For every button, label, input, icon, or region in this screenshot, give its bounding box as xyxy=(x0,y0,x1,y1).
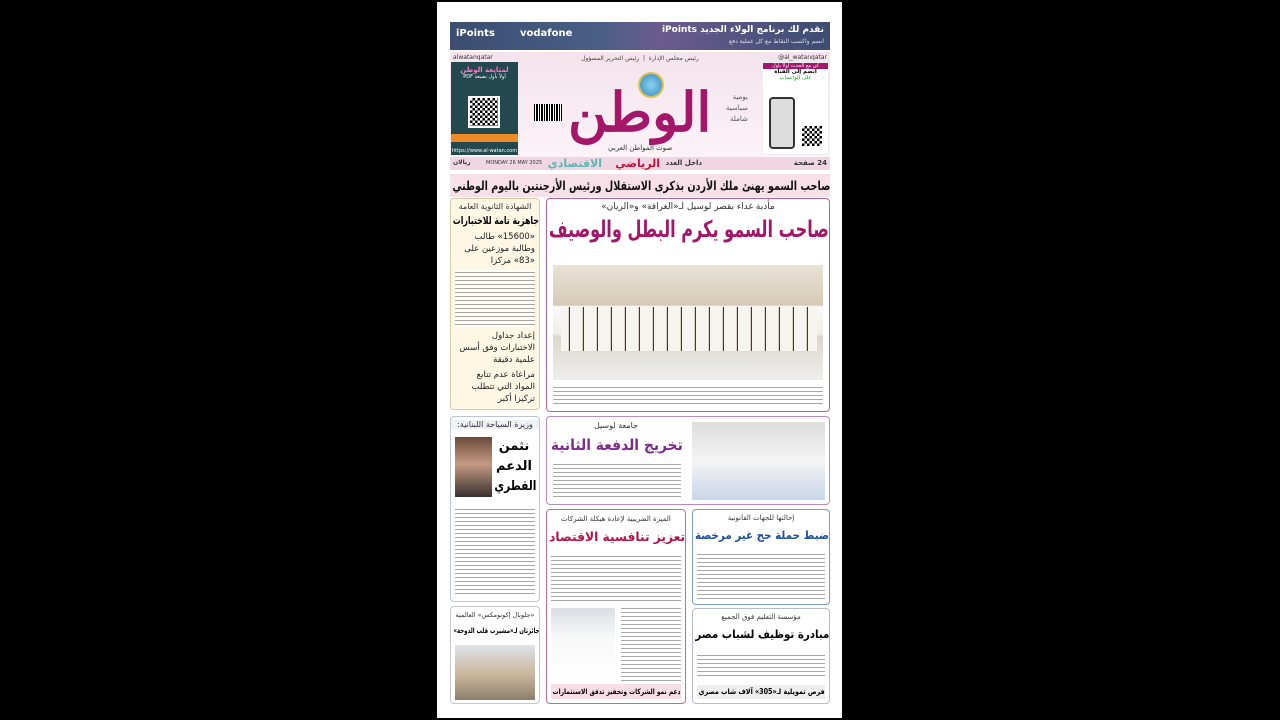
whatsapp-promo-title-text: كن مع الحدث أولاً بأول xyxy=(772,63,819,69)
whatsapp-promo-text-text: انضم إلى القناة xyxy=(774,69,817,75)
hajj-body xyxy=(697,552,825,600)
lusail-headline-text: تخريج الدفعة الثانية xyxy=(551,436,683,454)
masthead xyxy=(450,52,830,157)
award-headline xyxy=(451,626,539,635)
egypt-headline xyxy=(693,627,829,642)
pdf-promo[interactable] xyxy=(451,62,518,155)
exams-kicker-text: الشهادة الثانوية العامة xyxy=(458,202,532,211)
headline-line-text: القطري xyxy=(494,479,536,494)
promo-orange-strip xyxy=(451,134,518,142)
hajj-story[interactable] xyxy=(692,509,830,605)
tax-headline xyxy=(547,529,685,545)
hajj-headline xyxy=(693,528,829,543)
group-photo-people xyxy=(561,307,817,351)
x-handle: @al_watanqatar xyxy=(778,54,827,61)
headline-line-text: الدعم xyxy=(496,459,532,474)
issue-date: MONDAY 26 MAY 2025 xyxy=(486,160,543,166)
pdf-promo-title xyxy=(451,66,518,74)
award-kicker-text: «جلوبال إكونومكس» العالمية xyxy=(455,611,535,619)
exams-bullet: إعداد جداول الاختبارات وفق أسس علمية دقيقة xyxy=(459,331,535,365)
graduation-photo xyxy=(692,422,825,500)
pdf-promo-text xyxy=(451,74,518,80)
official-photo xyxy=(551,608,615,678)
exams-bullet: مراعاة عدم تتابع المواد التي تتطلب تركيزا أكبر xyxy=(471,370,535,404)
headline-line xyxy=(492,457,536,477)
headline-line xyxy=(492,477,536,497)
exams-kicker xyxy=(451,202,539,211)
award-kicker xyxy=(451,611,539,619)
tax-body xyxy=(621,606,681,682)
editors-line: رئيس مجلس الإدارة | رئيس التحرير المسؤول xyxy=(581,55,699,62)
exams-story[interactable] xyxy=(450,198,540,410)
tax-footer xyxy=(551,684,681,699)
pdf-promo-title-text: لمتابعة الوطن xyxy=(460,66,509,74)
egypt-kicker-text: مؤسسة التعليم فوق الجميع xyxy=(721,613,801,621)
exams-headline xyxy=(451,214,539,228)
award-story[interactable] xyxy=(450,606,540,704)
lusail-headline xyxy=(549,435,683,455)
main-story-kicker-text: مأدبة غداء بقصر لوسيل لـ«الغرافة» و«الريان» xyxy=(601,202,775,212)
pdf-promo-text-text: أولاً بأول بصيغة PDF xyxy=(463,74,506,80)
main-story-headline xyxy=(547,216,829,244)
lebanon-headline xyxy=(492,437,536,497)
website-url[interactable]: https://www.al-watan.com xyxy=(451,148,518,154)
main-story-photo xyxy=(553,265,823,380)
section-economy[interactable]: الاقتصادي xyxy=(547,157,602,170)
ipoints-logo: iPoints xyxy=(456,28,495,39)
tax-body xyxy=(551,554,681,604)
msheireb-photo xyxy=(455,645,535,700)
main-story-body xyxy=(553,385,823,407)
main-story-kicker xyxy=(547,202,829,212)
tagline xyxy=(726,92,748,125)
exams-bullet: «15600» طالب وطالبة موزعين على «83» مركزا xyxy=(464,232,535,266)
ad-headline: نقدم لك برنامج الولاء الجديد iPoints xyxy=(661,25,824,35)
tax-headline-text: تعزيز تنافسية الاقتصاد xyxy=(549,529,685,544)
page-count: 24 صفحة xyxy=(793,159,827,167)
barcode xyxy=(534,104,562,121)
award-headline-text: جائزتان لـ«مشيرب قلب الدوحة» xyxy=(453,626,539,635)
tax-footer-text: دعم نمو الشركات وتحفيز تدفق الاستثمارات xyxy=(553,687,681,696)
whatsapp-promo-sub-text: على الواتساب xyxy=(779,75,812,81)
main-story[interactable] xyxy=(546,198,830,412)
lebanon-kicker xyxy=(451,420,539,429)
facebook-handle: alwatanqatar xyxy=(453,54,493,61)
egypt-footer xyxy=(697,685,825,699)
egypt-body xyxy=(697,653,825,679)
egypt-footer-text: فرص تمويلية لـ«305» آلاف شاب مصري xyxy=(699,687,825,696)
tax-kicker-text: الميزة الضريبية لإعادة هيكلة الشركات xyxy=(561,515,671,523)
section-sports[interactable]: الرياضي xyxy=(615,157,660,170)
tagline-comprehensive: شاملة xyxy=(730,115,748,123)
lead-headline[interactable] xyxy=(450,174,830,197)
newspaper-page xyxy=(437,2,842,718)
phone-icon xyxy=(769,97,795,149)
lusail-kicker-text: جامعة لوسيل xyxy=(593,421,639,430)
headline-line-text: نثمن xyxy=(498,439,530,454)
vodafone-ipoints-ad[interactable] xyxy=(450,22,830,50)
egypt-kicker xyxy=(693,613,829,621)
hajj-kicker-text: إحالتها للجهات القانونية xyxy=(727,514,795,522)
whatsapp-promo[interactable] xyxy=(762,62,829,155)
lead-headline-text: صاحب السمو يهنئ ملك الأردن بذكرى الاستقلال ورئيس الأرجنتين باليوم الوطني xyxy=(452,178,830,193)
lusail-body xyxy=(553,462,681,500)
date-bar xyxy=(450,157,830,170)
chairman-label: رئيس مجلس الإدارة xyxy=(648,55,699,62)
vodafone-logo: vodafone xyxy=(520,28,573,39)
tax-kicker xyxy=(547,515,685,523)
qr-code-icon xyxy=(800,124,824,148)
alwatan-logo: الوطن xyxy=(568,80,712,144)
egypt-headline-text: مبادرة توظيف لشباب مصر xyxy=(695,627,829,641)
hajj-headline-text: ضبط حملة حج غير مرخصة xyxy=(695,528,829,542)
hajj-kicker xyxy=(693,514,829,522)
lusail-story[interactable] xyxy=(546,416,830,505)
headline-line xyxy=(492,437,536,457)
qr-code-icon xyxy=(468,96,500,128)
lebanon-story[interactable] xyxy=(450,416,540,602)
lusail-kicker xyxy=(551,421,681,430)
exams-headline-text: جاهزية تامة للاختبارات xyxy=(453,215,539,227)
lebanon-body xyxy=(455,507,535,597)
ad-subtext: انضم واكسب النقاط مع كل عملية دفع xyxy=(729,38,824,45)
exams-body xyxy=(455,270,535,327)
slogan: صوت المواطن العربي xyxy=(608,144,673,152)
lebanon-kicker-text: وزيرة السياحة اللبنانية: xyxy=(457,420,533,429)
whatsapp-promo-sub xyxy=(763,75,828,81)
price: ريالان xyxy=(453,159,471,166)
tagline-political: سياسية xyxy=(726,104,748,112)
tagline-daily: يومية xyxy=(732,93,748,101)
egypt-story[interactable] xyxy=(692,608,830,704)
inside-label: داخل العدد xyxy=(665,159,702,167)
main-story-headline-text: صاحب السمو يكرم البطل والوصيف xyxy=(549,217,829,243)
tax-story[interactable] xyxy=(546,509,686,704)
editor-label: رئيس التحرير المسؤول xyxy=(581,55,640,62)
